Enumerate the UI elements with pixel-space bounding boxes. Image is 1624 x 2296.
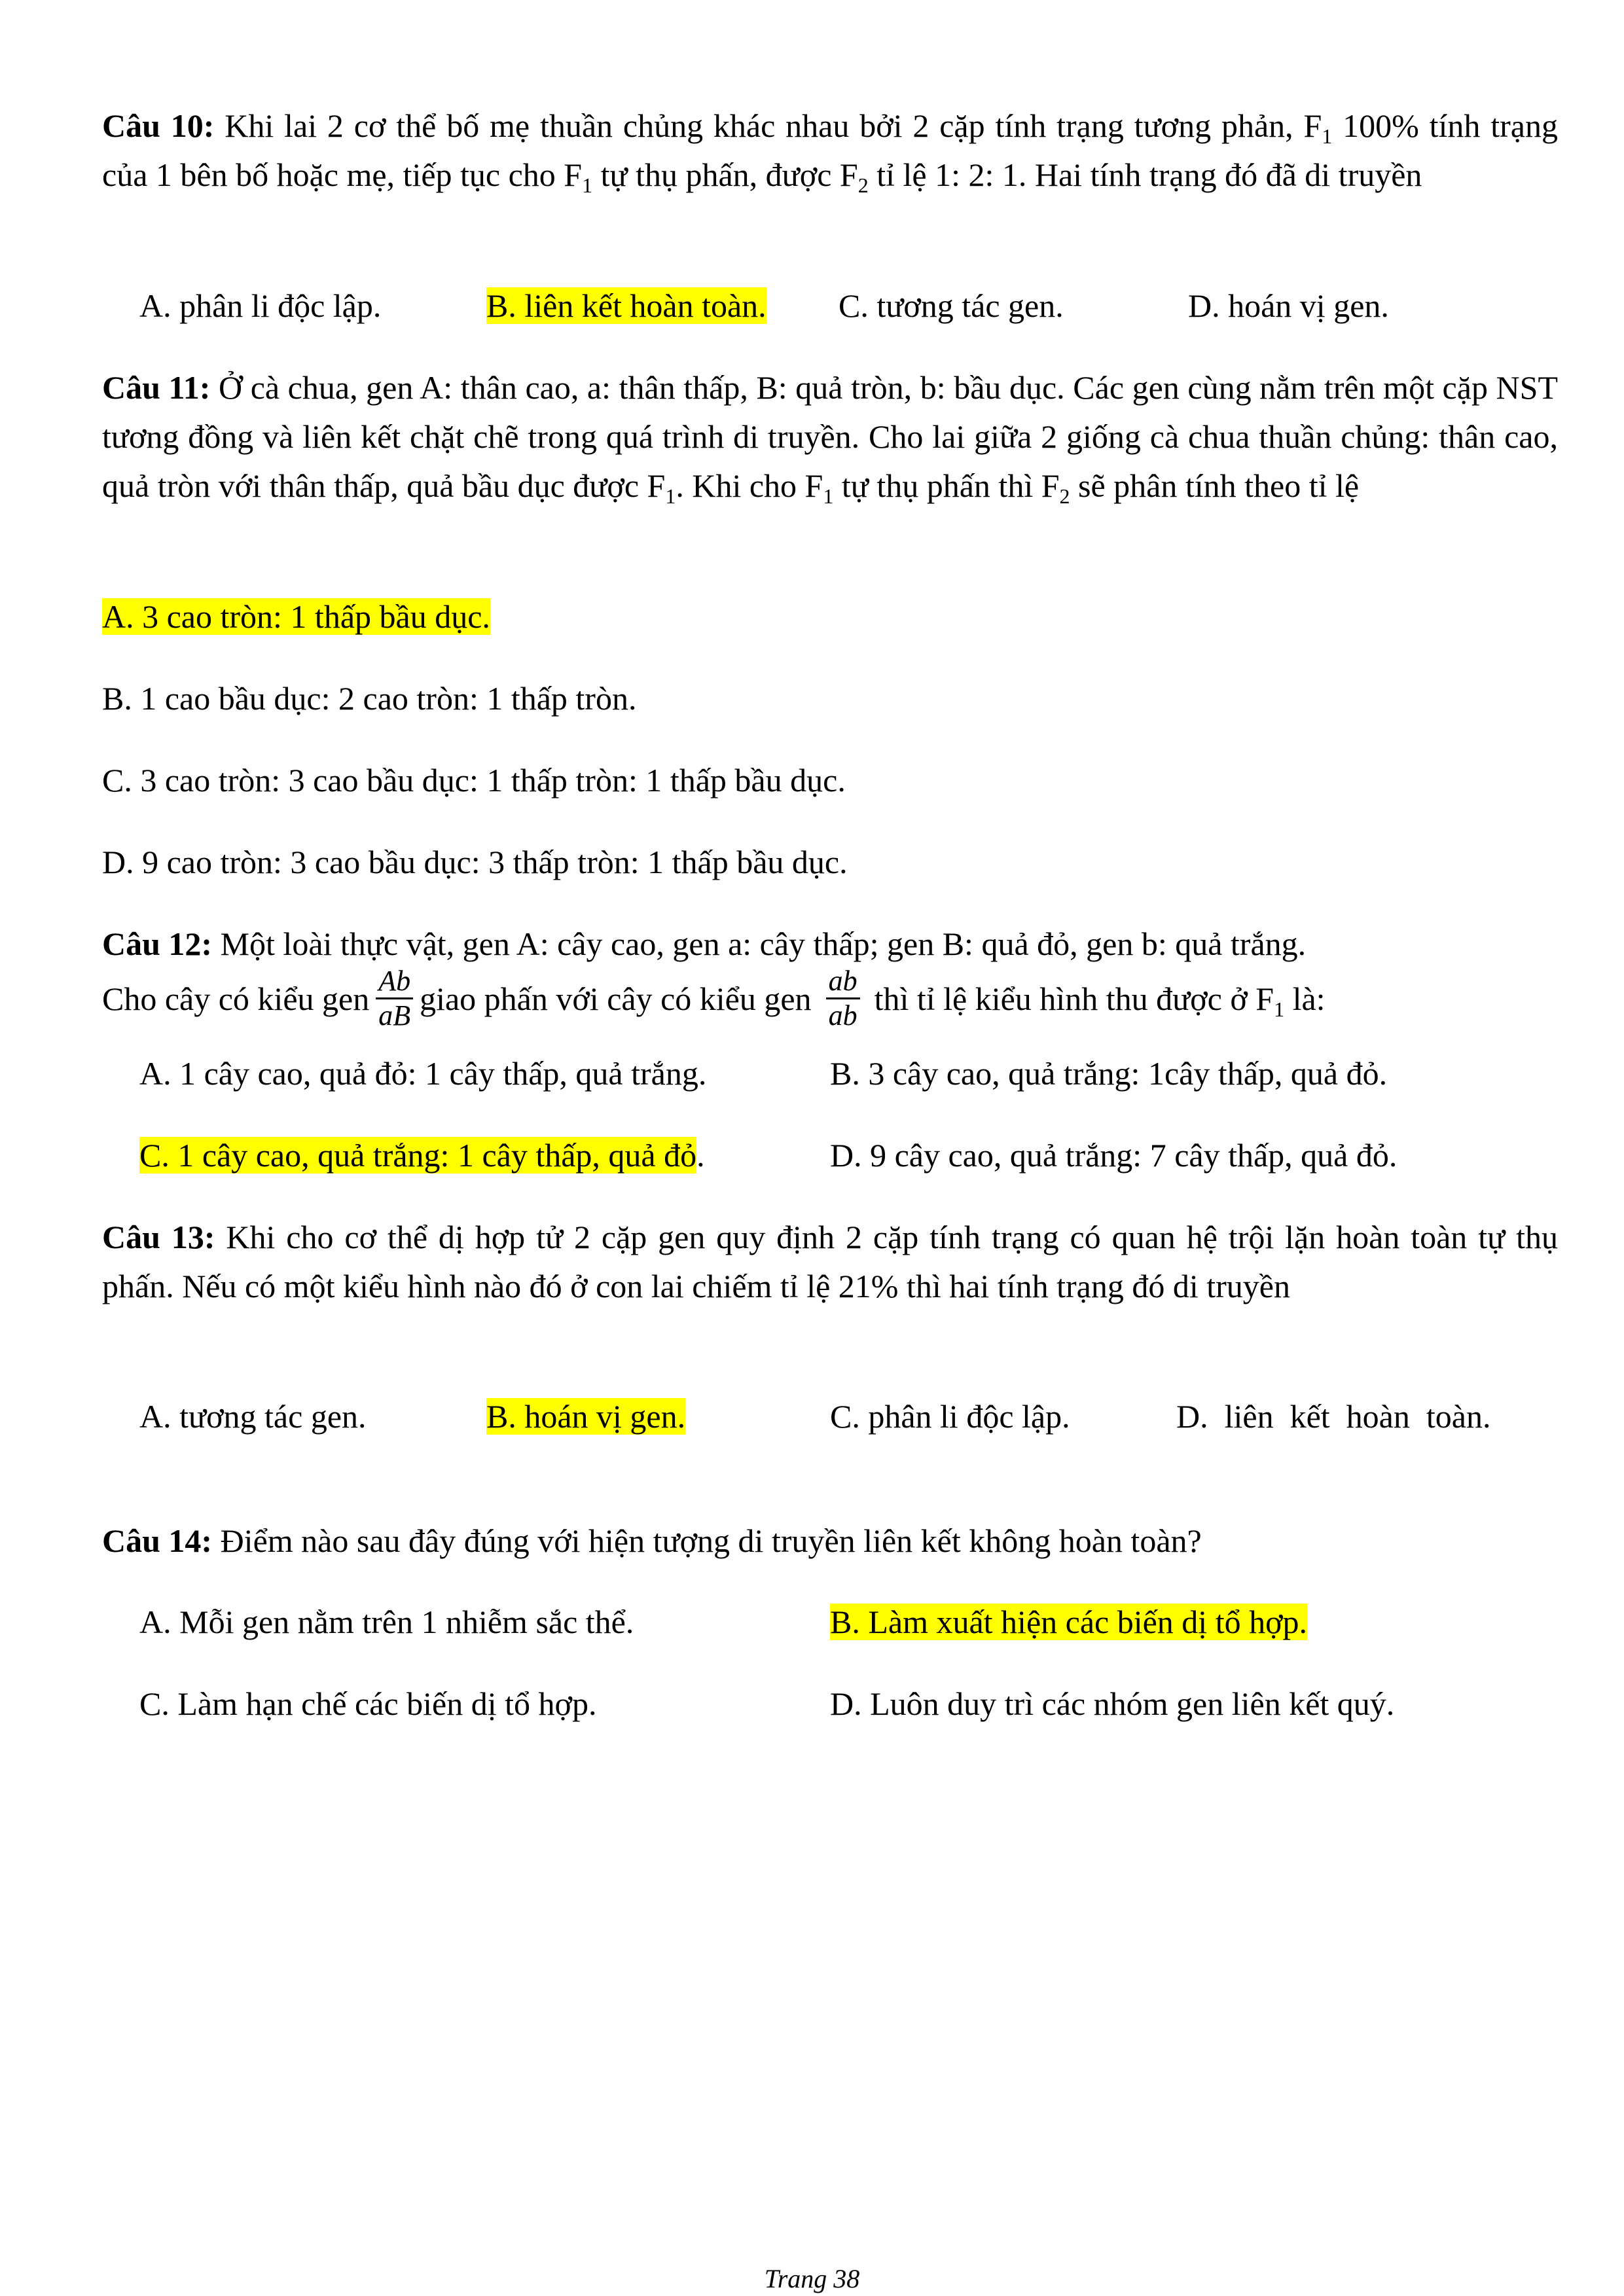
q12-option-d: D. 9 cây cao, quả trắng: 7 cây thấp, quả đỏ. — [830, 1137, 1398, 1174]
q11-option-c: C. 3 cao tròn: 3 cao bầu dục: 1 thấp tròn: 1 thấp bầu dục. — [102, 762, 846, 798]
q12-line1-text: Một loài thực vật, gen A: cây cao, gen a: cây thấp; gen B: quả đỏ, gen b: quả trắng. — [212, 925, 1307, 962]
question-12-line2 — [102, 965, 1326, 1036]
q14-option-b — [830, 1598, 1307, 1647]
question-11-stem — [102, 363, 1558, 511]
question-10-label: Câu 10: — [102, 107, 215, 144]
question-12-line1 — [102, 920, 1558, 969]
q10-sub: 2 — [857, 173, 869, 197]
q11-option-b: B. 1 cao bầu dục: 2 cao tròn: 1 thấp tròn. — [102, 680, 637, 717]
fraction-numerator: ab — [826, 965, 860, 999]
q11-stem-part: tự thụ phấn thì F — [833, 467, 1060, 504]
q11-stem-part: . Khi cho F — [676, 467, 823, 504]
genotype-fraction-2 — [826, 965, 860, 1032]
q12-option-a: A. 1 cây cao, quả đỏ: 1 cây thấp, quả trắng. — [139, 1055, 707, 1092]
question-14-stem — [102, 1516, 1558, 1566]
q11-stem-part: Ở cà chua, gen A: thân cao, a: thân thấp, B: quả tròn, b: bầu dục. Các gen cùng nằm trên một cặp NST tương đồng và liên kết chặt chẽ trong quá trình di truyền. Cho lai giữa 2 giống cà chua thuần chủng: thân cao, quả tròn với thân thấp, quả bầu dục được F — [102, 369, 1558, 504]
q10-stem-part: 100% tính trạng của 1 bên bố hoặc mẹ, tiếp tục cho F — [102, 107, 1559, 193]
q11-sub: 1 — [823, 484, 834, 508]
q12-line2-text: thì tỉ lệ kiểu hình thu được ở F — [874, 980, 1274, 1017]
q13-option-c: C. phân li độc lập. — [830, 1398, 1070, 1435]
q10-stem-part: Khi lai 2 cơ thể bố mẹ thuần chủng khác nhau bởi 2 cặp tính trạng tương phản, F — [214, 107, 1322, 144]
q12-line2-text: Cho cây có kiểu gen — [102, 980, 370, 1017]
q12-option-c-highlight: C. 1 cây cao, quả trắng: 1 cây thấp, quả đỏ — [139, 1137, 697, 1174]
question-10-stem — [102, 101, 1558, 200]
q12-line2-text: giao phấn với cây có kiểu gen — [420, 980, 812, 1017]
question-14-label: Câu 14: — [102, 1522, 213, 1559]
q11-option-d: D. 9 cao tròn: 3 cao bầu dục: 3 thấp tròn: 1 thấp bầu dục. — [102, 844, 848, 880]
q10-sub: 1 — [1322, 124, 1333, 148]
q14-option-a: A. Mỗi gen nằm trên 1 nhiễm sắc thể. — [139, 1604, 634, 1640]
q12-option-c — [139, 1131, 705, 1180]
q14-stem-text: Điểm nào sau đây đúng với hiện tượng di truyền liên kết không hoàn toàn? — [212, 1522, 1202, 1559]
q12-line2-text: là: — [1284, 980, 1326, 1017]
q10-stem-part: tỉ lệ 1: 2: 1. Hai tính trạng đó đã di truyền — [868, 156, 1422, 193]
q10-stem-part: tự thụ phấn, được F — [592, 156, 858, 193]
question-12-label: Câu 12: — [102, 925, 213, 962]
page-number-footer: Trang 38 — [764, 2264, 860, 2293]
q13-option-b — [486, 1392, 685, 1441]
q13-option-d: D. liên kết hoàn toàn. — [1176, 1398, 1491, 1435]
q13-option-a: A. tương tác gen. — [139, 1398, 367, 1435]
q14-option-b-highlight: B. Làm xuất hiện các biến dị tổ hợp. — [830, 1604, 1308, 1640]
q10-sub: 1 — [582, 173, 593, 197]
question-11-label: Câu 11: — [102, 369, 211, 406]
q10-option-c: C. tương tác gen. — [839, 287, 1064, 324]
q14-option-d: D. Luôn duy trì các nhóm gen liên kết quý. — [830, 1685, 1395, 1722]
q12-option-c-period: . — [696, 1137, 705, 1174]
q11-stem-part: sẽ phân tính theo tỉ lệ — [1070, 467, 1360, 504]
q14-option-c: C. Làm hạn chế các biến dị tổ hợp. — [139, 1685, 597, 1722]
q11-sub: 2 — [1059, 484, 1070, 508]
genotype-fraction-1 — [376, 965, 413, 1032]
question-13-stem — [102, 1213, 1558, 1311]
q12-option-b: B. 3 cây cao, quả trắng: 1cây thấp, quả đỏ. — [830, 1055, 1388, 1092]
q11-option-a-highlight: A. 3 cao tròn: 1 thấp bầu dục. — [102, 598, 490, 635]
q10-option-b-highlight: B. liên kết hoàn toàn. — [486, 287, 767, 324]
q10-option-d: D. hoán vị gen. — [1188, 287, 1389, 324]
fraction-denominator: ab — [828, 999, 857, 1031]
question-13-label: Câu 13: — [102, 1219, 215, 1255]
q12-sub: 1 — [1274, 997, 1285, 1021]
q11-sub: 1 — [665, 484, 676, 508]
q10-option-a: A. phân li độc lập. — [139, 287, 382, 324]
q13-stem-text: Khi cho cơ thể dị hợp tử 2 cặp gen quy định 2 cặp tính trạng có quan hệ trội lặn hoàn toàn tự thụ phấn. Nếu có một kiểu hình nào đó ở con lai chiếm tỉ lệ 21% thì hai tính trạng đó di truyền — [102, 1219, 1558, 1304]
fraction-denominator: aB — [378, 999, 411, 1031]
q11-option-a — [102, 592, 490, 641]
fraction-numerator: Ab — [376, 965, 413, 999]
q13-option-b-highlight: B. hoán vị gen. — [486, 1398, 686, 1435]
q10-option-b — [486, 281, 767, 331]
